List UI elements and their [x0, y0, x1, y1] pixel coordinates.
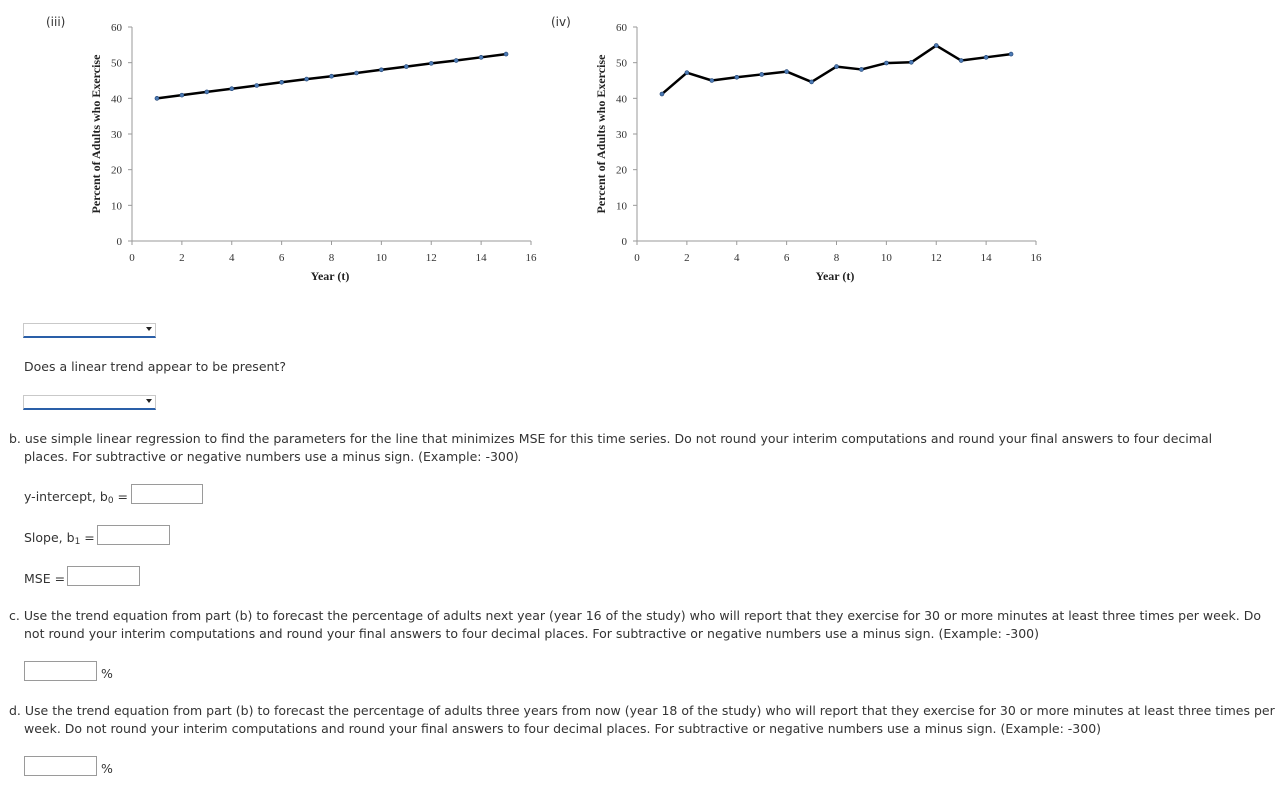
- chart-iv-y-axis-title: Percent of Adults who Exercise: [594, 54, 608, 214]
- chart-iv-data-point: [710, 79, 714, 83]
- chart-iv-y-tick-label: 10: [616, 200, 627, 213]
- chart-iv-data-point: [660, 92, 664, 96]
- part-c-text: [9, 607, 1264, 643]
- mse-label: MSE =: [24, 571, 66, 586]
- chart-iv-series-line: [662, 46, 1011, 95]
- chart-iii-data-point: [404, 65, 408, 69]
- chart-iv-y-tick-label: 30: [616, 129, 627, 141]
- chart-iii-y-tick-label: 20: [111, 164, 122, 177]
- forecast-year18-input[interactable]: [24, 756, 97, 776]
- chart-iii-y-tick-label: 50: [111, 57, 122, 70]
- chart-iii-data-point: [230, 87, 234, 91]
- slope-label-subscript: 1: [74, 537, 81, 547]
- chart-iv-x-tick-label: 14: [980, 252, 992, 264]
- chart-iv-data-point: [810, 80, 814, 84]
- chart-iv-x-tick-label: 0: [634, 252, 640, 264]
- chart-iii-x-tick-label: 12: [425, 252, 437, 264]
- chart-iii-panel-label: (iii): [46, 15, 66, 29]
- chart-iv-data-point: [685, 71, 689, 75]
- chart-iii-data-point: [255, 83, 259, 87]
- intercept-label: [24, 489, 128, 506]
- slope-label-text: Slope, b: [24, 530, 75, 545]
- mse-input[interactable]: [67, 566, 140, 586]
- chart-iii-x-axis-title: Year (t): [310, 269, 350, 283]
- linear-trend-dropdown[interactable]: [23, 395, 156, 410]
- chart-iii-y-tick-label: 60: [111, 22, 122, 34]
- chart-iv-data-point: [735, 75, 739, 79]
- chart-iv-data-point: [760, 72, 764, 76]
- slope-input[interactable]: [97, 525, 170, 545]
- forecast-year18-unit: %: [101, 761, 113, 776]
- chart-iii-y-tick-label: 30: [111, 129, 122, 141]
- slope-label-equals: =: [80, 530, 95, 545]
- forecast-year16-input[interactable]: [24, 661, 97, 681]
- linear-trend-prompt: Does a linear trend appear to be present?: [24, 359, 286, 374]
- chart-iv-data-point: [884, 61, 888, 65]
- chart-iii-data-point: [354, 71, 358, 75]
- intercept-label-subscript: 0: [107, 496, 114, 506]
- chevron-down-icon: [146, 327, 152, 331]
- chart-choice-dropdown[interactable]: [23, 323, 156, 338]
- chart-iv-y-tick-label: 20: [616, 164, 627, 177]
- chevron-down-icon: [146, 399, 152, 403]
- chart-iv-x-tick-label: 10: [880, 252, 892, 264]
- intercept-input[interactable]: [131, 484, 203, 504]
- chart-iv-x-tick-label: 6: [783, 252, 790, 264]
- chart-iv-data-point: [1009, 52, 1013, 56]
- chart-iii-x-tick-label: 4: [229, 252, 235, 264]
- chart-iv-x-tick-label: 2: [684, 252, 690, 264]
- chart-iii-data-point: [155, 96, 159, 100]
- chart-iv-x-tick-label: 12: [930, 252, 942, 264]
- chart-iii-y-tick-label: 0: [116, 236, 122, 248]
- chart-iv-x-tick-label: 4: [734, 252, 740, 264]
- chart-iv-data-point: [909, 60, 913, 64]
- part-d-text: [9, 702, 1281, 738]
- chart-iv: [505, 0, 1065, 300]
- chart-iv-x-axis-title: Year (t): [815, 269, 855, 283]
- chart-iii-data-point: [180, 93, 184, 97]
- chart-iii-x-tick-label: 0: [129, 252, 135, 264]
- chart-iii-x-tick-label: 6: [278, 252, 285, 264]
- chart-iv-data-point: [859, 67, 863, 71]
- slope-label: [24, 530, 95, 547]
- chart-iv-data-point: [959, 59, 963, 63]
- chart-iii-data-point: [330, 74, 334, 78]
- chart-iv-svg: [505, 0, 1065, 300]
- chart-iii-data-point: [205, 90, 209, 94]
- chart-iii-data-point: [454, 59, 458, 63]
- chart-iii-x-tick-label: 10: [375, 252, 387, 264]
- chart-iii-x-tick-label: 14: [475, 252, 487, 264]
- part-d-instructions: d. Use the trend equation from part (b) to forecast the percentage of adults three years from now (year 18 of the study) who will report that they exercise for 30 or more minutes at least three times per week. Do not round your interim computations and round your final answers to four decimal places. For subtractive or negative numbers use a minus sign. (Example: -300): [9, 703, 1275, 736]
- chart-iv-data-point: [785, 70, 789, 74]
- chart-iii-data-point: [379, 68, 383, 72]
- chart-iii-y-axis-title: Percent of Adults who Exercise: [89, 54, 103, 214]
- forecast-year16-unit: %: [101, 666, 113, 681]
- chart-iv-y-tick-label: 50: [616, 57, 627, 70]
- chart-iii-y-tick-label: 10: [111, 200, 122, 213]
- chart-iii-x-tick-label: 8: [328, 252, 335, 264]
- part-b-instructions: b. use simple linear regression to find the parameters for the line that minimizes MSE for this time series. Do not round your interim computations and round your final answers to four decimal places. For subtractive or negative numbers use a minus sign. (Example: -300): [9, 431, 1213, 464]
- chart-iii-x-tick-label: 2: [179, 252, 185, 264]
- chart-iii-svg: [0, 0, 560, 300]
- chart-iv-y-tick-label: 40: [616, 93, 627, 106]
- chart-iv-x-tick-label: 8: [833, 252, 840, 264]
- chart-iv-data-point: [934, 44, 938, 48]
- chart-iii: [0, 0, 560, 300]
- chart-iii-data-point: [305, 77, 309, 81]
- chart-iii-data-point: [429, 61, 433, 65]
- chart-iv-y-tick-label: 0: [621, 236, 627, 248]
- chart-iv-panel-label: (iv): [551, 15, 571, 29]
- chart-iv-data-point: [984, 55, 988, 59]
- chart-iii-data-point: [479, 55, 483, 59]
- chart-iv-y-tick-label: 60: [616, 22, 627, 34]
- chart-iii-y-tick-label: 40: [111, 93, 122, 106]
- chart-iv-x-tick-label: 16: [1030, 252, 1042, 264]
- chart-iii-data-point: [280, 80, 284, 84]
- intercept-label-equals: =: [113, 489, 129, 504]
- part-b-text: [9, 430, 1259, 466]
- chart-iv-data-point: [835, 65, 839, 69]
- part-c-instructions: c. Use the trend equation from part (b) to forecast the percentage of adults next year (year 16 of the study) who will report that they exercise for 30 or more minutes at least three times per week. Do not round your interim computations and round your final answers to four decimal places. For subtractive or negative numbers use a minus sign. (Example: -300): [9, 608, 1261, 641]
- intercept-label-text: y-intercept, b: [24, 489, 108, 504]
- chart-iii-x-tick-label: 16: [525, 252, 537, 264]
